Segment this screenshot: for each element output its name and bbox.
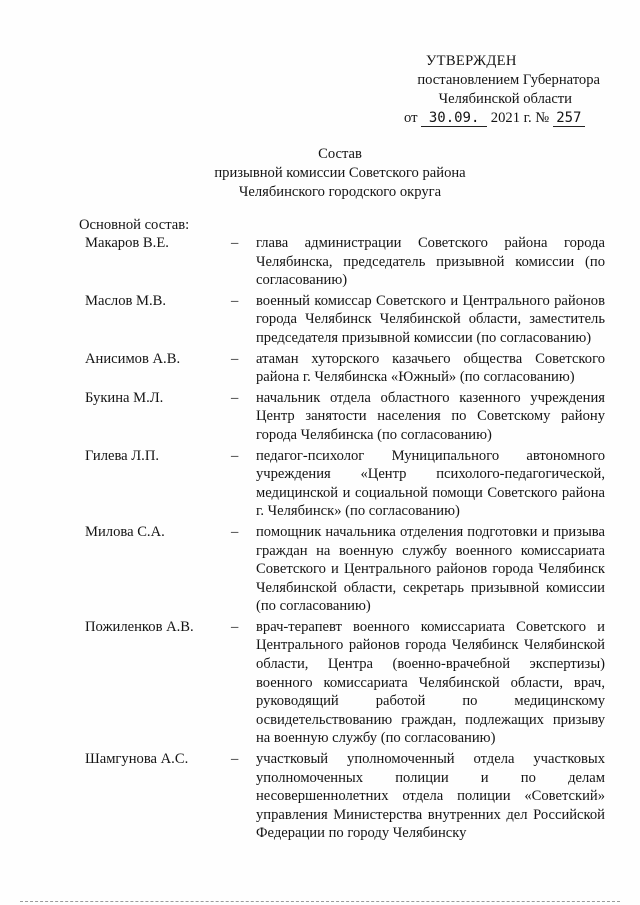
member-name: Милова С.А.: [85, 523, 165, 540]
page-bottom-edge: [20, 901, 620, 902]
member-name: Макаров В.Е.: [85, 235, 169, 251]
member-item: [85, 350, 605, 387]
member-description: участковый уполномоченный отдела участковых уполномоченных полиции и по делам несовершеннолетних отдела полиции «Советский» управления Министерства внутренних дел Российской Федерации по городу Челябинску: [256, 751, 605, 842]
member-name: Пожиленков А.В.: [85, 618, 194, 635]
member-item: [85, 292, 605, 348]
approval-decree-line: постановлением Губернатора: [417, 72, 600, 88]
approval-title: УТВЕРЖДЕН: [426, 53, 517, 69]
main-composition-label: Основной состав:: [79, 217, 190, 233]
approval-year-number-label: 2021 г. №: [490, 110, 550, 126]
member-name: Шамгунова А.С.: [85, 751, 189, 768]
member-dash: –: [231, 523, 239, 540]
member-list: [85, 234, 605, 845]
member-description: глава администрации Советского района города Челябинска, председатель призывной комиссии (по согласованию): [256, 235, 605, 289]
member-item: [85, 523, 605, 616]
approval-from-prefix: от: [404, 110, 418, 126]
member-description: помощник начальника отделения подготовки и призыва граждан на военную службу военного комиссариата Советского и Центрального районов города Челябинск Челябинской области, секретарь призывной комиссии (по согласованию): [256, 523, 605, 615]
approval-date: 30.09.: [421, 111, 487, 127]
member-dash: –: [231, 292, 239, 309]
member-description: атаман хуторского казачьего общества Советского района г. Челябинска «Южный» (по согласованию): [256, 350, 605, 386]
heading-title: Состав: [318, 146, 362, 162]
member-dash: –: [231, 751, 239, 768]
approval-block: [380, 52, 606, 128]
member-dash: –: [231, 618, 239, 635]
member-item: [85, 618, 605, 748]
member-description: военный комиссар Советского и Центрального районов города Челябинск Челябинской области, заместитель председателя призывной комиссии (по согласованию): [256, 292, 605, 346]
member-item: [85, 447, 605, 521]
approval-number: 257: [553, 111, 585, 127]
member-item: [85, 389, 605, 445]
approval-date-line: [380, 109, 606, 128]
member-item: [85, 234, 605, 290]
member-dash: –: [231, 235, 239, 251]
member-description: педагог-психолог Муниципального автономного учреждения «Центр психолого-педагогической, медицинской и социальной помощи Советского района г. Челябинск» (по согласованию): [256, 447, 605, 520]
member-dash: –: [231, 447, 239, 464]
member-dash: –: [231, 389, 239, 406]
member-name: Маслов М.В.: [85, 292, 167, 309]
heading-district: Челябинского городского округа: [238, 184, 442, 200]
heading-commission: призывной комиссии Советского района: [214, 165, 466, 181]
member-item: [85, 750, 605, 843]
member-name: Букина М.Л.: [85, 389, 164, 406]
member-name: Гилева Л.П.: [85, 447, 160, 464]
document-heading: [170, 145, 510, 202]
approval-region-line: Челябинской области: [438, 91, 572, 107]
member-name: Анисимов А.В.: [85, 350, 181, 367]
member-dash: –: [231, 350, 239, 367]
member-description: начальник отдела областного казенного учреждения Центр занятости населения по Советскому району города Челябинска (по согласованию): [256, 389, 605, 443]
member-description: врач-терапевт военного комиссариата Советского и Центрального районов города Челябинск Челябинской области, Центра (военно-врачебной экспертизы) военного комиссариата Челябинской области, врач, руководящий работой по медицинскому освидетельствованию граждан, подлежащих призыву на военную службу (по согласованию): [256, 618, 605, 747]
